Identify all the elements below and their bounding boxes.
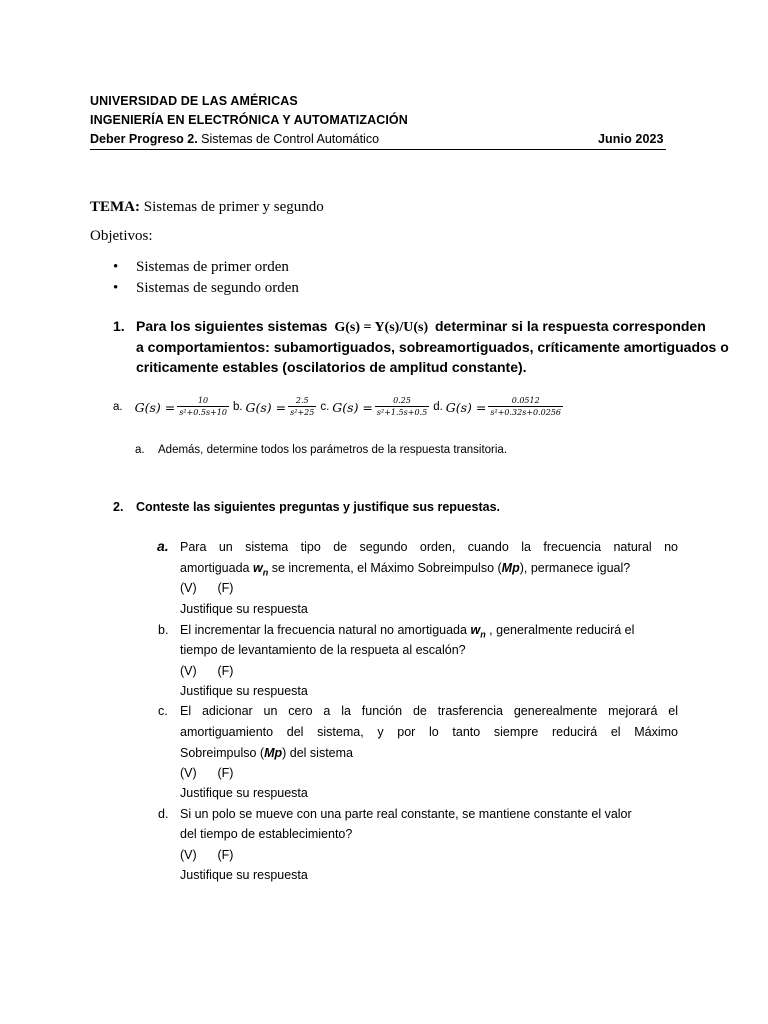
q2a-vf: (V) (F) — [180, 581, 234, 595]
header-divider — [90, 149, 666, 150]
tema-label: TEMA: — [90, 199, 140, 215]
fraction-numerator: 10 — [197, 396, 209, 405]
q1-line3: criticamente estables (oscilatorios de amplitud constante). — [136, 359, 527, 375]
q1-line1-b: determinar si la respuesta corresponden — [435, 318, 706, 334]
wn-symbol: w — [252, 561, 263, 575]
q2b-line1-b: , generalmente reducirá el — [489, 623, 635, 637]
fraction-denominator: s²+0.32s+0.0256 — [490, 408, 562, 417]
system-label: c. — [320, 401, 330, 413]
q2d-line1: Si un polo se mueve con una parte real constante, se mantiene constante el valor — [180, 807, 632, 821]
wn-subscript: n — [480, 629, 486, 640]
q2d-vf: (V) (F) — [180, 848, 234, 862]
q2c-justify: Justifique su respuesta — [180, 786, 308, 800]
fraction-numerator: 0.0512 — [511, 396, 540, 405]
assignment-title — [90, 132, 379, 146]
q1-sub-label: a. — [135, 444, 145, 456]
q2b-justify: Justifique su respuesta — [180, 684, 308, 698]
system-fraction — [488, 396, 563, 418]
system-g: G(s) = — [134, 399, 176, 415]
bullet-icon: • — [113, 280, 119, 296]
system-g: G(s) = — [445, 399, 487, 415]
fraction-denominator: s²+1.5s+0.5 — [376, 408, 428, 417]
q1-sub-text: Además, determine todos los parámetros de la respuesta transitoria. — [158, 444, 508, 456]
q1-line1-a: Para los siguientes sistemas — [136, 318, 328, 334]
objetivo-item: Sistemas de primer orden — [136, 259, 289, 275]
system-label: d. — [433, 401, 443, 413]
q2b-line2: tiempo de levantamiento de la respueta al escalón? — [180, 643, 466, 657]
tema-line — [90, 199, 324, 216]
program-name: INGENIERÍA EN ELECTRÓNICA Y AUTOMATIZACIÓN — [90, 113, 408, 127]
assignment-date: Junio 2023 — [598, 132, 664, 146]
university-name: UNIVERSIDAD DE LAS AMÉRICAS — [90, 94, 298, 108]
mp-symbol: Mp — [501, 561, 520, 575]
q2a-line1: Para un sistema tipo de segundo orden, cuando la frecuencia natural no — [180, 540, 678, 554]
system-fraction — [177, 396, 229, 418]
q2c-line3-a: Sobreimpulso ( — [180, 746, 265, 760]
bullet-icon: • — [113, 259, 119, 275]
system-g: G(s) = — [332, 399, 373, 415]
q1-line1 — [136, 318, 706, 336]
fraction-numerator: 2.5 — [295, 396, 309, 405]
mp-symbol: Mp — [264, 746, 283, 760]
q2c-line3-b: ) del sistema — [282, 746, 353, 760]
q2a-line2-a: amortiguada — [180, 561, 250, 575]
q2c-line1: El adicionar un cero a la función de trasferencia generealmente mejorará el — [180, 704, 678, 718]
q1-number: 1. — [113, 318, 125, 334]
q2c-line3 — [180, 743, 353, 764]
q1-line2: a comportamientos: subamortiguados, sobreamortiguados, críticamente amortiguados o — [136, 339, 729, 355]
q2b-label: b. — [158, 623, 169, 637]
q2d-line2: del tiempo de establecimiento? — [180, 827, 353, 841]
fraction-numerator: 0.25 — [393, 396, 411, 405]
tema-text: Sistemas de primer y segundo — [143, 199, 324, 215]
wn-subscript: n — [262, 567, 269, 578]
q2a-label: a. — [157, 538, 169, 554]
fraction-denominator: s²+25 — [290, 408, 315, 417]
q2a-line2-b: se incrementa, el Máximo Sobreimpulso ( — [271, 561, 502, 575]
q2d-justify: Justifique su respuesta — [180, 868, 308, 882]
assignment-bold: Deber Progreso 2. — [90, 132, 198, 146]
q2c-line2: amortiguamiento del sistema, y por lo tanto siempre reducirá el Máximo — [180, 725, 678, 739]
wn-symbol: w — [470, 623, 481, 637]
q2a-justify: Justifique su respuesta — [180, 602, 308, 616]
objetivo-item: Sistemas de segundo orden — [136, 280, 299, 296]
assignment-course: Sistemas de Control Automático — [201, 132, 380, 146]
system-fraction — [288, 396, 316, 418]
objetivos-label: Objetivos: — [90, 228, 153, 244]
transfer-functions — [113, 396, 565, 418]
q2b-vf: (V) (F) — [180, 664, 234, 678]
fraction-denominator: s²+0.5s+10 — [179, 408, 227, 417]
system-fraction — [375, 396, 429, 418]
q2-number: 2. — [113, 500, 124, 514]
system-label: a. — [113, 401, 123, 413]
system-label: b. — [232, 401, 243, 413]
q2a-line2-c: ), permanece igual? — [519, 561, 631, 575]
q2-title: Conteste las siguientes preguntas y justifique sus repuestas. — [136, 500, 500, 514]
q2d-label: d. — [158, 807, 169, 821]
system-g: G(s) = — [245, 399, 287, 415]
q2c-label: c. — [158, 704, 168, 718]
q1-formula: G(s) = Y(s)/U(s) — [334, 320, 429, 335]
q2b-line1-a: El incrementar la frecuencia natural no amortiguada — [180, 623, 467, 637]
q2a-line2 — [180, 558, 630, 583]
q2c-vf: (V) (F) — [180, 766, 234, 780]
